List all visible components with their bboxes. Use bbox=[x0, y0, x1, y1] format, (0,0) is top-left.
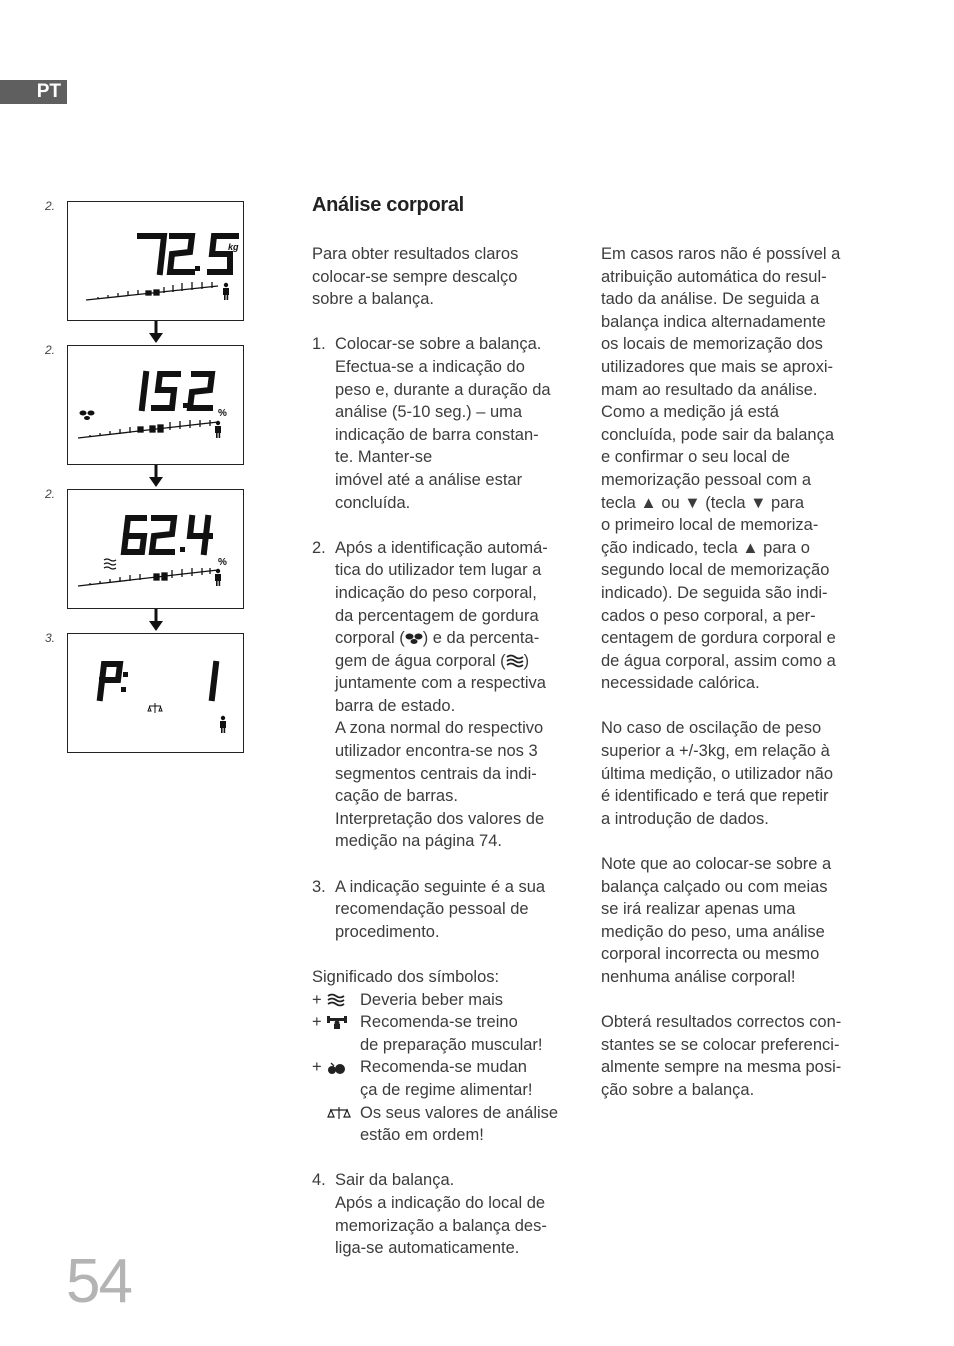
paragraph-line: stantes se se colocar preferenci- bbox=[601, 1035, 840, 1054]
paragraph-line: e confirmar o seu local de bbox=[601, 448, 790, 467]
status-bar bbox=[86, 282, 218, 300]
step-text: corporal ( bbox=[335, 629, 405, 648]
paragraph-line: segundo local de memorização bbox=[601, 561, 830, 580]
status-bar bbox=[78, 568, 218, 586]
lcd-digits bbox=[100, 664, 216, 698]
step-text: Efectua-se a indicação do bbox=[335, 357, 525, 376]
step-text: te. Manter-se bbox=[335, 448, 433, 467]
step-text: juntamente com a respectiva bbox=[335, 674, 546, 693]
step-text: ) e da percenta- bbox=[422, 629, 540, 648]
step-text: Sair da balança. bbox=[335, 1171, 455, 1190]
step-number: 3. bbox=[312, 877, 326, 896]
paragraph-line: é identificado e terá que repetir bbox=[601, 787, 829, 806]
paragraph-line: No caso de oscilação de peso bbox=[601, 719, 822, 738]
step-text: memorização a balança des- bbox=[335, 1216, 547, 1235]
symbol-ok bbox=[312, 1102, 574, 1147]
muscle-icon bbox=[326, 1016, 348, 1030]
figure-step-label: 2. bbox=[45, 487, 56, 501]
plus-sign: + bbox=[312, 1058, 322, 1077]
step-number: 1. bbox=[312, 335, 326, 354]
lcd-display-water bbox=[67, 489, 244, 609]
paragraph-line: nenhuma análise corporal! bbox=[601, 968, 796, 986]
symbol-text: Recomenda-se treino bbox=[360, 1013, 518, 1032]
paragraph-line: superior a +/-3kg, em relação à bbox=[601, 742, 830, 761]
step-text: Após a identificação automá- bbox=[335, 538, 548, 557]
text-column-left bbox=[312, 243, 574, 1260]
page-number: 54 bbox=[66, 1247, 131, 1316]
step-text: análise (5-10 seg.) – uma bbox=[335, 403, 523, 422]
intro-line: Para obter resultados claros bbox=[312, 245, 519, 263]
plus-sign: + bbox=[312, 990, 322, 1009]
paragraph-line: mam ao resultado da análise. bbox=[601, 380, 818, 399]
symbols-title: Significado dos símbolos: bbox=[312, 968, 500, 986]
paragraph-line: os locais de memorização dos bbox=[601, 335, 823, 354]
figure-step-label: 2. bbox=[45, 343, 56, 357]
paragraph-line: centagem de gordura corporal e bbox=[601, 629, 836, 648]
status-bar bbox=[78, 420, 218, 438]
text-column-right bbox=[601, 243, 863, 1102]
water-icon bbox=[104, 559, 116, 569]
arrow-down-icon bbox=[146, 609, 166, 631]
paragraph-line: de água corporal, assim como a bbox=[601, 651, 836, 670]
fruit-icon bbox=[326, 1061, 346, 1075]
paragraph-line: a introdução de dados. bbox=[601, 809, 769, 828]
paragraph-line: tado da análise. De seguida a bbox=[601, 290, 820, 309]
step-text: concluída. bbox=[335, 493, 411, 512]
fat-icon bbox=[405, 633, 423, 645]
fat-icon bbox=[80, 411, 95, 421]
lcd-display-fat bbox=[67, 345, 244, 465]
paragraph-line: Em casos raros não é possível a bbox=[601, 245, 841, 263]
paragraph-line: concluída, pode sair da balança bbox=[601, 425, 834, 444]
lcd-digits bbox=[140, 236, 236, 272]
step-text: procedimento. bbox=[335, 922, 440, 941]
language-tab bbox=[0, 80, 67, 104]
step-text: liga-se automaticamente. bbox=[335, 1239, 520, 1258]
user-icon bbox=[223, 283, 229, 300]
user-icon bbox=[220, 716, 226, 733]
step-text: da percentagem de gordura bbox=[335, 606, 539, 625]
paragraph-line: atribuição automática do resul- bbox=[601, 267, 827, 286]
paragraph-line: Note que ao colocar-se sobre a bbox=[601, 855, 832, 874]
step-3 bbox=[312, 876, 574, 944]
intro-line: colocar-se sempre descalço bbox=[312, 267, 518, 286]
step-text: imóvel até a análise estar bbox=[335, 470, 523, 489]
lcd-unit: % bbox=[218, 557, 227, 568]
symbol-diet bbox=[312, 1056, 574, 1101]
symbol-training bbox=[312, 1011, 574, 1056]
symbol-text: de preparação muscular! bbox=[360, 1035, 543, 1054]
step-text: indicação do peso corporal, bbox=[335, 583, 537, 602]
lcd-unit: % bbox=[218, 408, 227, 419]
step-text: A indicação seguinte é a sua bbox=[335, 877, 546, 896]
step-text: gem de água corporal ( bbox=[335, 651, 506, 670]
step-2 bbox=[312, 537, 574, 853]
paragraph-line: se irá realizar apenas uma bbox=[601, 900, 796, 919]
water-icon bbox=[326, 993, 346, 1007]
paragraph-line: Obterá resultados correctos con- bbox=[601, 1013, 842, 1032]
intro-line: sobre a balança. bbox=[312, 290, 435, 309]
step-text: Colocar-se sobre a balança. bbox=[335, 335, 542, 354]
step-text: cação de barras. bbox=[335, 787, 458, 806]
lcd-display-weight bbox=[67, 201, 244, 321]
paragraph-line: balança indica alternadamente bbox=[601, 312, 826, 331]
paragraph-line: medição do peso, uma análise bbox=[601, 922, 825, 941]
step-text: tica do utilizador tem lugar a bbox=[335, 561, 542, 580]
paragraph-line: almente sempre na mesma posi- bbox=[601, 1058, 842, 1077]
plus-sign: + bbox=[312, 1013, 322, 1032]
paragraph-line: balança calçado ou com meias bbox=[601, 877, 828, 896]
paragraph-line: corporal incorrecta ou mesmo bbox=[601, 945, 820, 964]
symbol-text: Deveria beber mais bbox=[360, 990, 504, 1009]
lcd-digits bbox=[142, 374, 212, 408]
step-text: Após a indicação do local de bbox=[335, 1193, 546, 1212]
step-text: Interpretação dos valores de bbox=[335, 809, 545, 828]
paragraph-line: o primeiro local de memoriza- bbox=[601, 516, 819, 535]
step-text: segmentos centrais da indi- bbox=[335, 764, 537, 783]
section-title: Análise corporal bbox=[312, 194, 464, 216]
scale-icon bbox=[326, 1106, 352, 1120]
lcd-display-memory bbox=[67, 633, 244, 753]
user-icon bbox=[215, 421, 221, 438]
paragraph-line: necessidade calórica. bbox=[601, 674, 760, 693]
step-text: utilizador encontra-se nos 3 bbox=[335, 742, 538, 761]
language-label: PT bbox=[36, 81, 61, 102]
paragraph-line: última medição, o utilizador não bbox=[601, 764, 834, 783]
paragraph-line: tecla ▲ ou ▼ (tecla ▼ para bbox=[601, 493, 805, 512]
arrow-down-icon bbox=[146, 321, 166, 343]
figure-step-label: 2. bbox=[45, 199, 56, 213]
paragraph-line: memorização pessoal com a bbox=[601, 470, 812, 489]
paragraph-line: ção indicado, tecla ▲ para o bbox=[601, 538, 810, 557]
scale-icon bbox=[148, 703, 162, 713]
user-icon bbox=[215, 569, 221, 586]
lcd-unit: kg bbox=[228, 242, 239, 252]
step-number: 4. bbox=[312, 1171, 326, 1190]
step-text: recomendação pessoal de bbox=[335, 900, 529, 919]
paragraph-line: cados o peso corporal, a per- bbox=[601, 606, 816, 625]
step-text: A zona normal do respectivo bbox=[335, 719, 544, 738]
step-text: ) bbox=[523, 651, 530, 670]
paragraph-line: indicado). De seguida são indi- bbox=[601, 583, 828, 602]
step-text: peso e, durante a duração da bbox=[335, 380, 551, 399]
paragraph-line: utilizadores que mais se aproxi- bbox=[601, 357, 834, 376]
step-4 bbox=[312, 1169, 574, 1259]
step-text: indicação de barra constan- bbox=[335, 425, 539, 444]
symbol-text: Recomenda-se mudan bbox=[360, 1058, 527, 1077]
paragraph-line: ção sobre a balança. bbox=[601, 1080, 755, 1099]
symbol-text: Os seus valores de análise bbox=[360, 1103, 559, 1122]
step-text: medição na página 74. bbox=[335, 832, 502, 851]
arrow-down-icon bbox=[146, 465, 166, 487]
paragraph-line: Como a medição já está bbox=[601, 403, 779, 422]
step-text: barra de estado. bbox=[335, 696, 456, 715]
symbol-text: ça de regime alimentar! bbox=[360, 1080, 533, 1099]
step-number: 2. bbox=[312, 538, 326, 557]
symbol-text: estão em ordem! bbox=[360, 1126, 484, 1145]
lcd-digits bbox=[124, 518, 210, 552]
water-icon bbox=[506, 654, 524, 668]
figure-step-label: 3. bbox=[45, 631, 56, 645]
symbol-drink bbox=[312, 989, 574, 1012]
step-1 bbox=[312, 333, 574, 514]
